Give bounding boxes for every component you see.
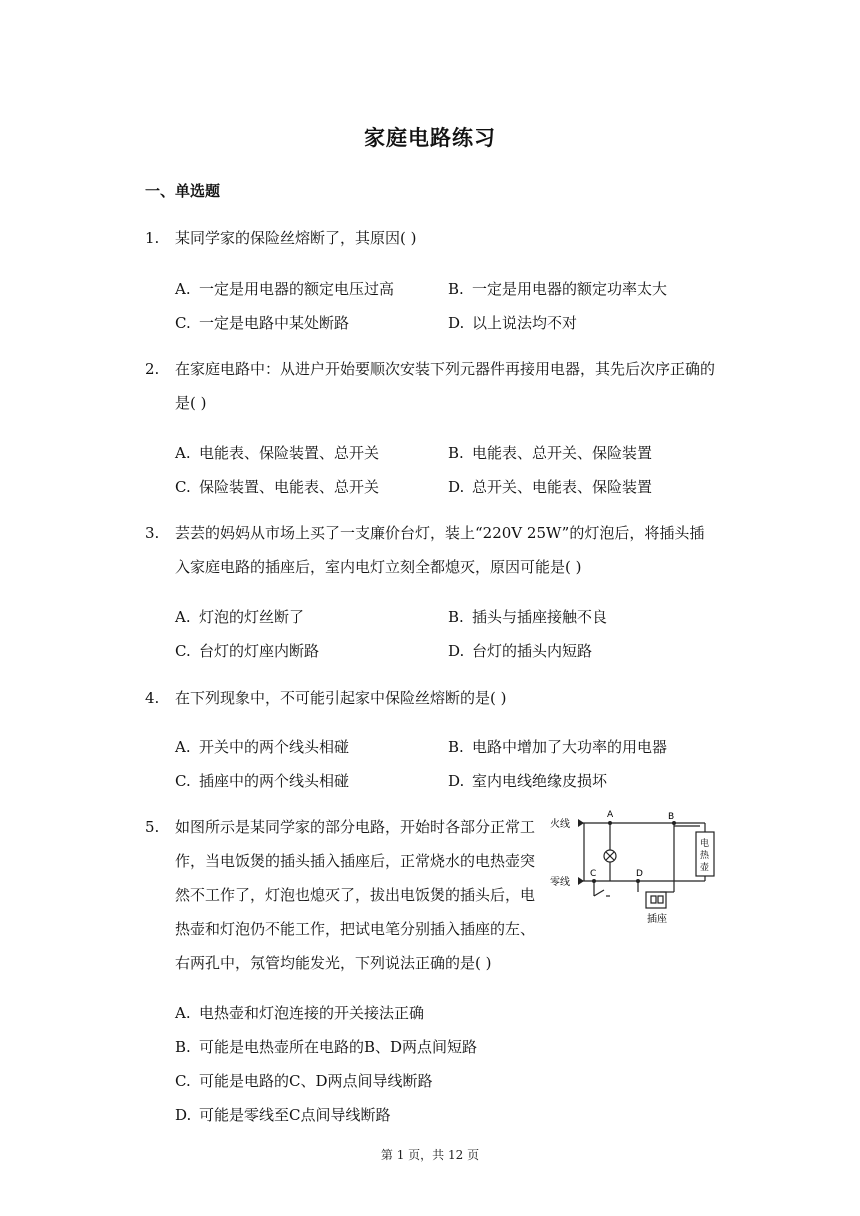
option-label: A. [175,738,191,756]
option-d [448,476,652,497]
question-number: 4. [145,689,160,707]
option-label: D. [448,642,465,660]
option-text: 电能表、总开关、保险装置 [472,444,653,462]
option-a [175,442,379,463]
option-b [448,278,667,299]
option-d [448,770,607,791]
switch-lever [594,890,604,896]
neutral-wire-label: 零线 [550,877,570,888]
option-label: A. [175,280,191,298]
option-text: 灯泡的灯丝断了 [199,608,305,626]
option-label: D. [448,478,465,496]
option-label: C. [175,772,191,790]
option-text: 以上说法均不对 [472,314,578,332]
option-label: C. [175,642,191,660]
option-label: B. [448,280,464,298]
option-label: D. [175,1106,192,1124]
option-text: 可能是电路的C、D两点间导线断路 [199,1072,433,1090]
option-a [175,736,349,757]
option-a [175,606,304,627]
option-label: B. [448,738,464,756]
option-a [175,278,394,299]
option-text: 台灯的灯座内断路 [199,642,320,660]
question-number: 1. [145,229,160,247]
option-label: C. [175,1072,191,1090]
option-text: 可能是电热壶所在电路的B、D两点间短路 [199,1038,478,1056]
option-d [448,312,577,333]
question-text-line-2: 入家庭电路的插座后，室内电灯立刻全都熄灭，原因可能是( ) [175,558,582,576]
option-text: 电能表、保险装置、总开关 [199,444,380,462]
option-c [175,312,349,333]
circuit-diagram [550,806,722,928]
question-text-line-1: 在家庭电路中：从进户开始要顺次安装下列元器件再接用电器，其先后次序正确的 [175,360,716,378]
option-c [175,1070,433,1091]
question-text: 某同学家的保险丝熔断了，其原因( ) [175,229,417,247]
option-d [448,640,592,661]
question-text-line-2: 是( ) [175,394,207,412]
option-text: 开关中的两个线头相碰 [199,738,350,756]
option-b [448,736,667,757]
option-label: B. [448,444,464,462]
option-text: 一定是电路中某处断路 [199,314,350,332]
question-number: 3. [145,524,160,542]
socket-hole-right [658,896,663,903]
question-text: 在下列现象中，不可能引起家中保险丝熔断的是( ) [175,689,507,707]
node-c [592,879,596,883]
option-d [175,1104,390,1125]
option-label: C. [175,314,191,332]
question-text-line-3: 然不工作了，灯泡也熄灭了，拔出电饭煲的插头后，电 [175,886,536,904]
page-footer: 第 1 页，共 12 页 [380,1148,480,1162]
option-text: 总开关、电能表、保险装置 [472,478,653,496]
option-b [448,442,652,463]
node-a [608,821,612,825]
option-b [175,1036,477,1057]
option-text: 插头与插座接触不良 [472,608,608,626]
option-label: B. [448,608,464,626]
question-text-line-5: 右两孔中，氖管均能发光，下列说法正确的是( ) [175,954,492,972]
point-b-label: B [668,812,675,822]
kettle-label-3: 壶 [700,863,710,873]
node-d [636,879,640,883]
option-text: 电路中增加了大功率的用电器 [472,738,668,756]
option-c [175,640,319,661]
option-text: 一定是用电器的额定电压过高 [199,280,395,298]
live-arrow-icon [578,819,584,827]
option-text: 台灯的插头内短路 [472,642,593,660]
option-text: 插座中的两个线头相碰 [199,772,350,790]
page-title: 家庭电路练习 [364,125,496,150]
question-text-line-4: 热壶和灯泡仍不能工作，把试电笔分别插入插座的左、 [175,920,536,938]
kettle-label-1: 电 [700,839,710,849]
option-text: 电热壶和灯泡连接的开关接法正确 [199,1004,425,1022]
option-text: 一定是用电器的额定功率太大 [472,280,668,298]
question-text-line-2: 作，当电饭煲的插头插入插座后，正常烧水的电热壶突 [175,852,536,870]
neutral-arrow-icon [578,877,584,885]
socket-hole-left [651,896,656,903]
option-text: 保险装置、电能表、总开关 [199,478,380,496]
option-label: D. [448,772,465,790]
question-number: 2. [145,360,160,378]
option-label: C. [175,478,191,496]
option-a [175,1002,424,1023]
option-text: 室内电线绝缘皮损坏 [472,772,608,790]
option-c [175,770,349,791]
option-label: A. [175,1004,191,1022]
socket-label: 插座 [647,914,667,925]
kettle-label-2: 热 [700,851,710,861]
option-label: D. [448,314,465,332]
question-text-line-1: 芸芸的妈妈从市场上买了一支廉价台灯，装上“220V 25W”的灯泡后，将插头插 [175,524,705,542]
point-c-label: C [590,869,597,879]
option-b [448,606,607,627]
point-d-label: D [636,869,643,879]
option-c [175,476,379,497]
option-label: A. [175,608,191,626]
question-number: 5. [145,818,160,836]
point-a-label: A [607,810,614,820]
option-text: 可能是零线至C点间导线断路 [199,1106,391,1124]
live-wire-label: 火线 [550,819,570,830]
option-label: A. [175,444,191,462]
section-heading: 一、单选题 [145,182,221,200]
option-label: B. [175,1038,191,1056]
question-text-line-1: 如图所示是某同学家的部分电路，开始时各部分正常工 [175,818,536,836]
